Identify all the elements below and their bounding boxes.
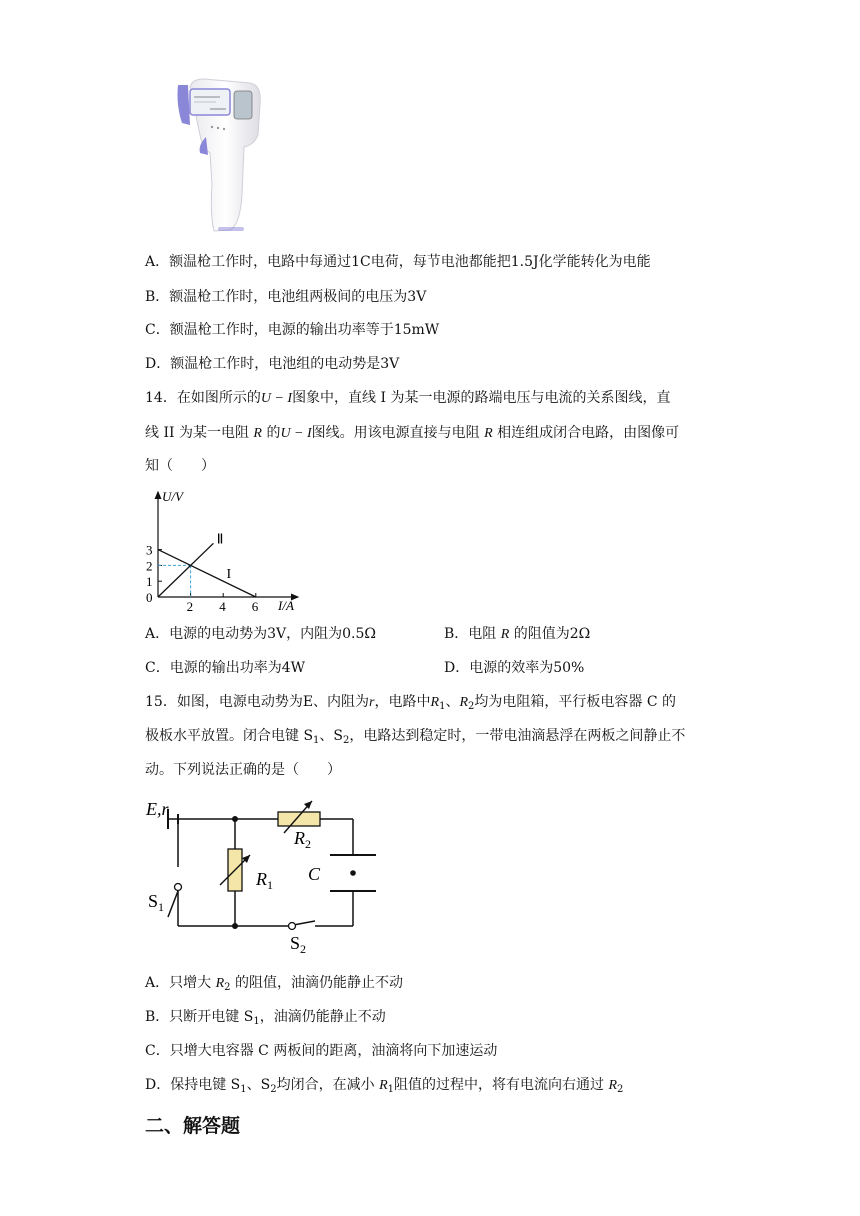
x-tick-label-2: 2: [186, 599, 194, 614]
q15-option-a: A．只增大 $R_2$ 的阻值，油滴仍能静止不动: [145, 975, 403, 993]
r2-label: $R_2$: [294, 828, 311, 851]
x-axis-label: I/A: [278, 598, 294, 613]
capacitor-label: C: [308, 864, 321, 884]
q15-stem-line3: 动。下列说法正确的是（ ）: [145, 762, 341, 778]
q14-stem-line2: 线 II 为某一电阻 R 的U − I图线。用该电源直接与电阻 R 相连组成闭合电路，由图像可: [145, 425, 680, 441]
q15-stem-line2: 极板水平放置。闭合电键 $S_1$、$S_2$，电路达到稳定时，一带电油滴悬浮在两板之间静止不: [145, 728, 686, 746]
origin-label: 0: [146, 590, 153, 605]
q14-option-a: A．电源的电动势为3V，内阻为0.5Ω: [145, 626, 376, 642]
q13-option-a: A．额温枪工作时，电路中每通过1C电荷，每节电池都能把1.5J化学能转化为电能: [145, 254, 651, 270]
q15-stem-line1: 15．如图，电源电动势为E、内阻为r，电路中$R_1$、$R_2$均为电阻箱，平行板电容器 C 的: [145, 694, 676, 712]
y-tick-label-1: 1: [146, 574, 153, 590]
series-label-2: Ⅱ: [216, 532, 224, 548]
q13-option-d: D．额温枪工作时，电池组的电动势是3V: [145, 356, 400, 372]
q13-option-b: B．额温枪工作时，电池组两极间的电压为3V: [145, 289, 427, 305]
q14-stem-line1: 14．在如图所示的U − I图象中，直线 I 为某一电源的路端电压与电流的关系图线，直: [145, 390, 671, 406]
y-tick-label-3: 3: [146, 542, 153, 558]
x-tick-label-6: 6: [251, 599, 259, 614]
s1-label: $S_1$: [148, 891, 165, 914]
q15-option-d: D．保持电键 $S_1$、$S_2$均闭合，在减小 $R_1$阻值的过程中，将有电流向右通过 $R_2$: [145, 1077, 624, 1095]
q15-option-b: B．只断开电键 $S_1$，油滴仍能静止不动: [145, 1009, 386, 1027]
q14-stem-line3: 知（ ）: [145, 458, 215, 474]
q14-option-c: C．电源的输出功率为4W: [145, 660, 306, 676]
u-i-chart: [140, 486, 310, 614]
q13-option-c: C．额温枪工作时，电源的输出功率等于15mW: [145, 322, 440, 338]
section-heading: 二、解答题: [145, 1115, 241, 1137]
q14-option-d: D．电源的效率为50%: [444, 660, 585, 676]
y-axis-label: U/V: [162, 489, 183, 504]
series-line-2: [158, 543, 213, 597]
q15-option-c: C．只增大电容器 C 两板间的距离，油滴将向下加速运动: [145, 1043, 498, 1059]
infrared-thermometer-image: [170, 75, 270, 235]
s2-label: $S_2$: [290, 933, 307, 955]
y-tick-label-2: 2: [146, 558, 153, 574]
source-label: E,r: [146, 799, 169, 819]
q14-option-b: B．电阻 R 的阻值为2Ω: [444, 626, 591, 642]
r1-label: $R_1$: [256, 869, 273, 892]
series-line-1: [158, 550, 256, 597]
series-label-1: I: [226, 567, 232, 583]
x-tick-label-4: 4: [219, 599, 226, 614]
circuit-diagram: [140, 795, 390, 955]
